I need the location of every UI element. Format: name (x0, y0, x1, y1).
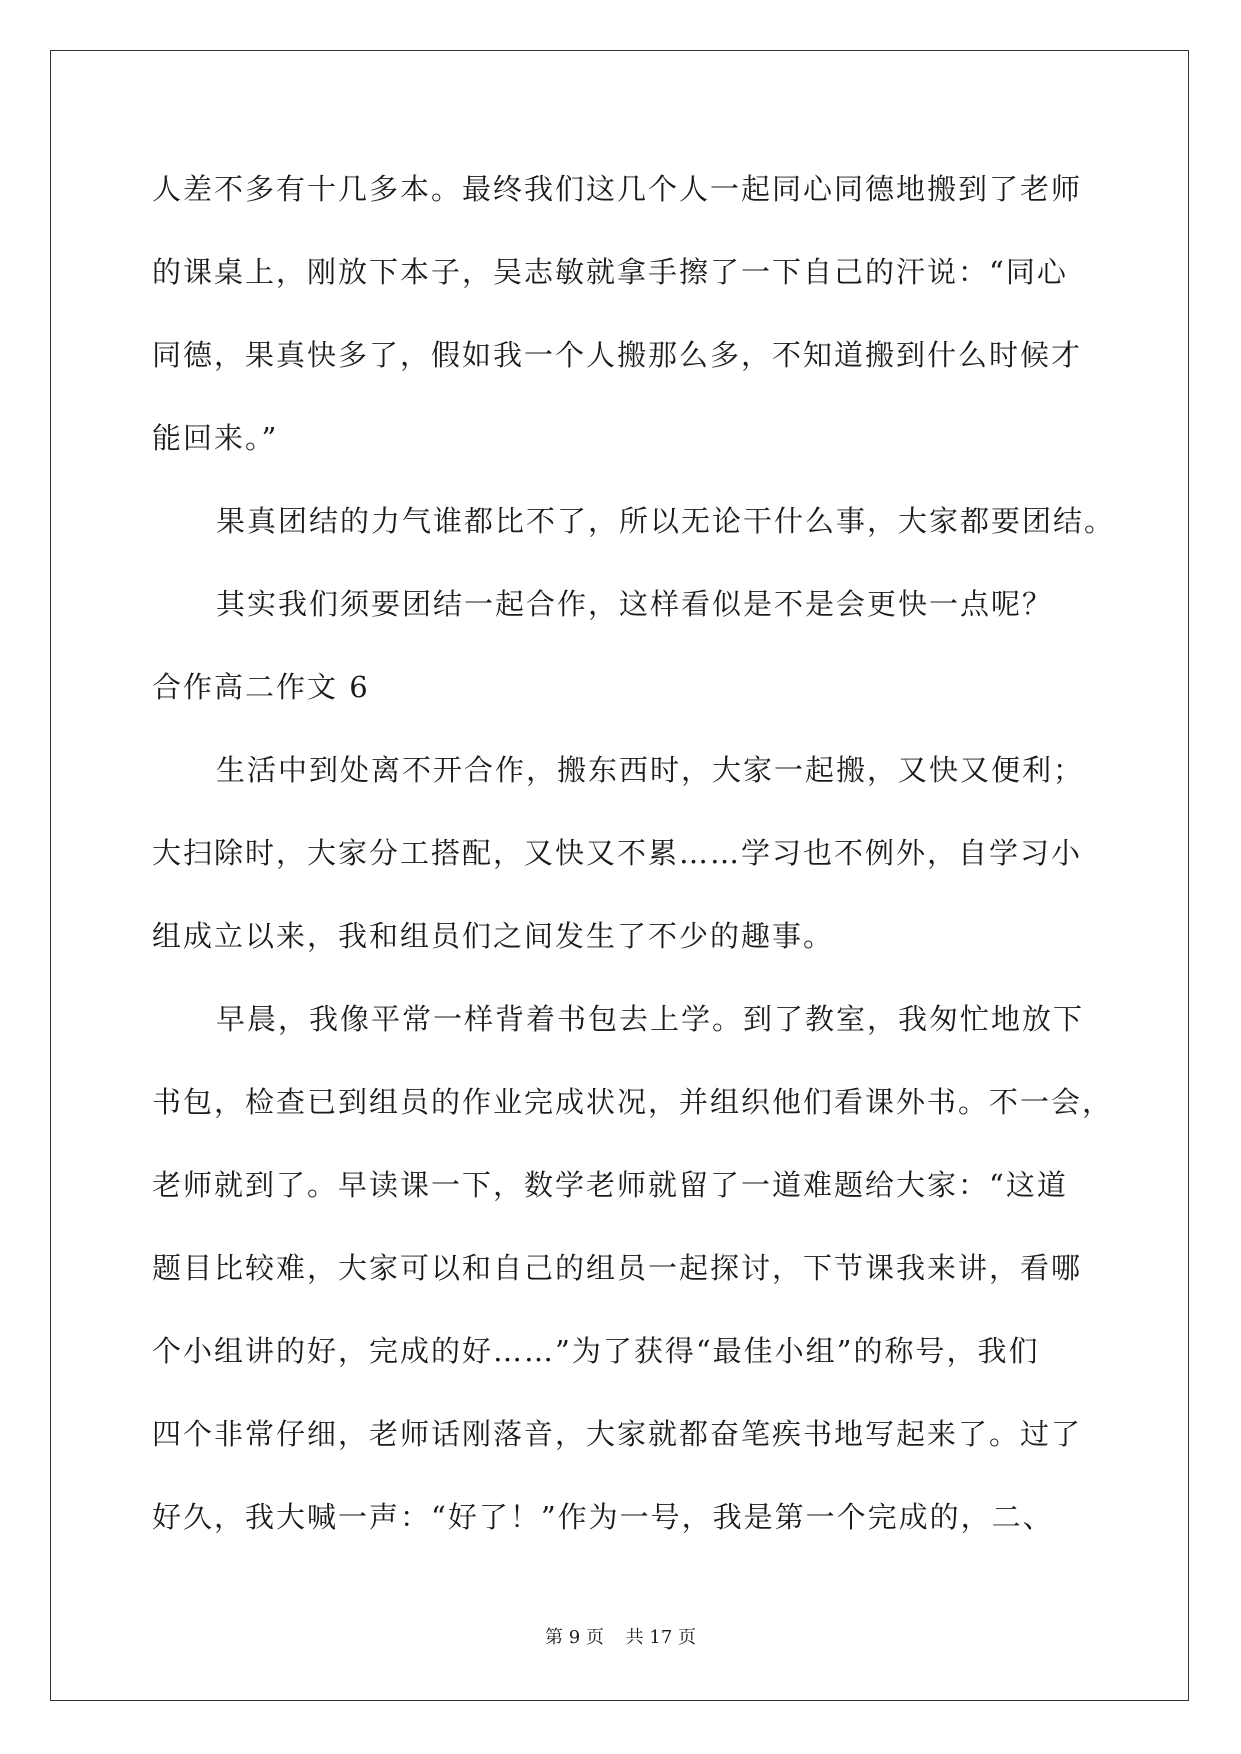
text-line: 好久，我大喊一声：“好了！”作为一号，我是第一个完成的，二、 (152, 1500, 1054, 1534)
text-line: 能回来。” (152, 421, 279, 455)
page-footer (0, 1623, 1241, 1649)
paragraph-line: 生活中到处离不开合作，搬东西时，大家一起搬，又快又便利； (216, 753, 1085, 787)
text-line: 组成立以来，我和组员们之间发生了不少的趣事。 (152, 919, 835, 953)
text-line: 的课桌上，刚放下本子，吴志敏就拿手擦了一下自己的汗说：“同心 (152, 255, 1068, 289)
text-line: 书包，检查已到组员的作业完成状况，并组织他们看课外书。不一会， (152, 1085, 1114, 1119)
text-line: 四个非常仔细，老师话刚落音，大家就都奋笔疾书地写起来了。过了 (152, 1417, 1083, 1451)
text-line: 题目比较难，大家可以和自己的组员一起探讨，下节课我来讲，看哪 (152, 1251, 1083, 1285)
text-line: 老师就到了。早读课一下，数学老师就留了一道难题给大家：“这道 (152, 1168, 1068, 1202)
text-line: 大扫除时，大家分工搭配，又快又不累……学习也不例外，自学习小 (152, 836, 1083, 870)
page-total: 共 17 页 (625, 1627, 696, 1648)
text-line: 同德，果真快多了，假如我一个人搬那么多，不知道搬到什么时候才 (152, 338, 1083, 372)
text-line: 人差不多有十几多本。最终我们这几个人一起同心同德地搬到了老师 (152, 172, 1083, 206)
page-number: 第 9 页 (545, 1627, 604, 1648)
text-line: 个小组讲的好，完成的好……”为了获得“最佳小组”的称号，我们 (152, 1334, 1040, 1368)
section-heading: 合作高二作文 6 (152, 670, 370, 704)
paragraph-line: 早晨，我像平常一样背着书包去上学。到了教室，我匆忙地放下 (216, 1002, 1085, 1036)
paragraph-line: 其实我们须要团结一起合作，这样看似是不是会更快一点呢？ (216, 587, 1054, 621)
document-body (152, 160, 1116, 1571)
paragraph-line: 果真团结的力气谁都比不了，所以无论干什么事，大家都要团结。 (216, 504, 1116, 538)
